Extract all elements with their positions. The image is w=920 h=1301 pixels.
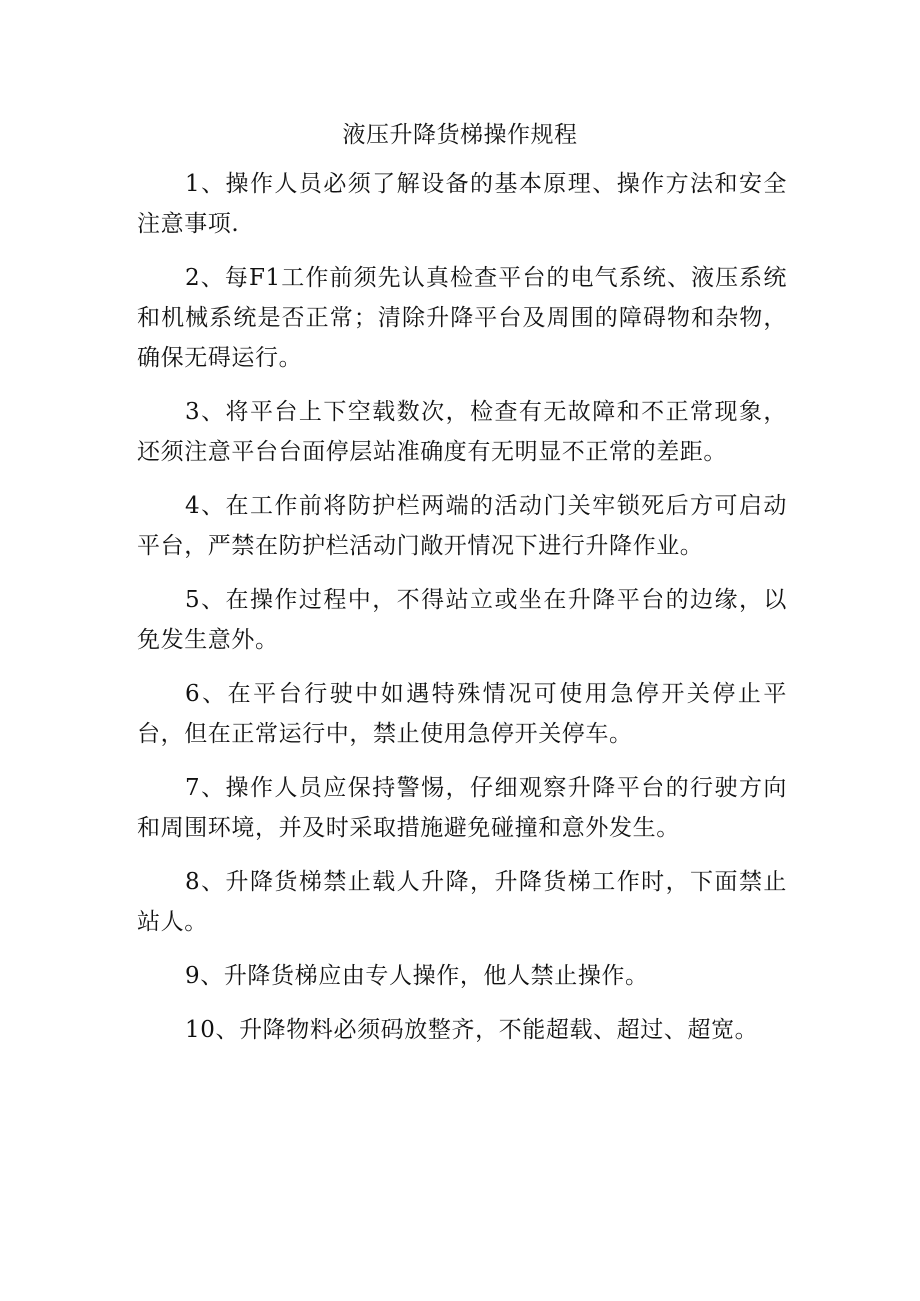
rule-item: 1、操作人员必须了解设备的基本原理、操作方法和安全注意事项. (137, 171, 787, 237)
rule-item: 4、在工作前将防护栏两端的活动门关牢锁死后方可启动平台，严禁在防护栏活动门敞开情况下进行升降作业。 (137, 493, 787, 559)
rule-item: 7、操作人员应保持警惕，仔细观察升降平台的行驶方向和周围环境，并及时采取措施避免碰撞和意外发生。 (137, 775, 787, 841)
rule-item: 2、每F1工作前须先认真检查平台的电气系统、液压系统和机械系统是否正常；清除升降平台及周围的障碍物和杂物，确保无碍运行。 (137, 265, 787, 371)
rule-item: 8、升降货梯禁止载人升降，升降货梯工作时，下面禁止站人。 (137, 869, 787, 935)
document-title: 液压升降货梯操作规程 (342, 122, 578, 148)
rule-item: 9、升降货梯应由专人操作，他人禁止操作。 (185, 963, 649, 989)
rule-item: 5、在操作过程中，不得站立或坐在升降平台的边缘，以免发生意外。 (137, 587, 787, 653)
rules-list (137, 164, 787, 1064)
rule-item: 3、将平台上下空载数次，检查有无故障和不正常现象，还须注意平台台面停层站准确度有无明显不正常的差距。 (137, 399, 787, 465)
rule-item: 6、在平台行驶中如遇特殊情况可使用急停开关停止平台，但在正常运行中，禁止使用急停开关停车。 (137, 681, 787, 747)
rule-item: 10、升降物料必须码放整齐，不能超载、超过、超宽。 (185, 1017, 759, 1043)
